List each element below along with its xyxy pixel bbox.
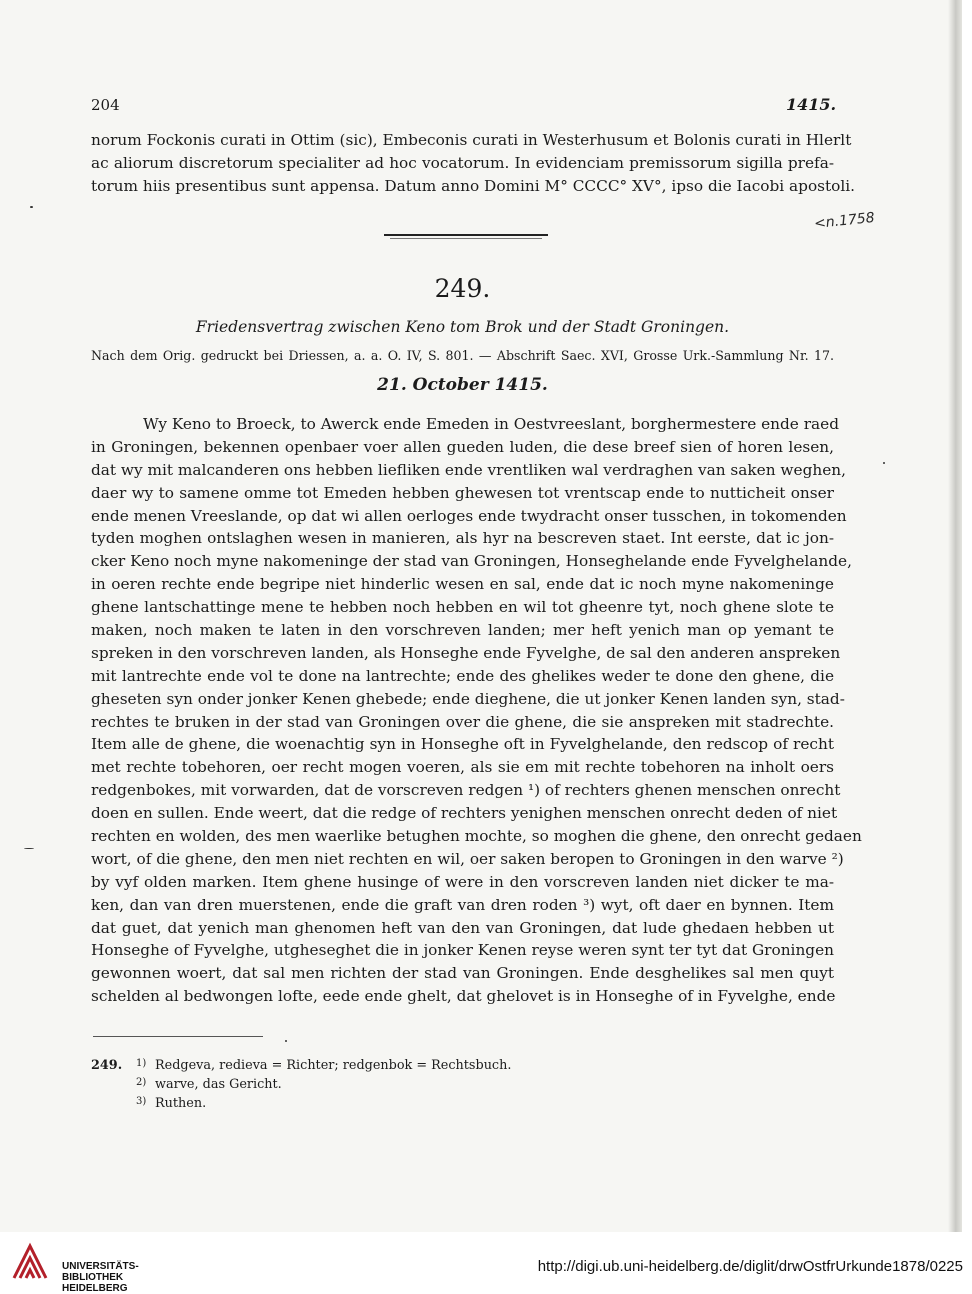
- section-divider: [384, 234, 548, 236]
- text-line: ken, dan van dren muerstenen, ende die graft van dren roden ³) wyt, oft daer en bynnen. Item: [91, 895, 834, 914]
- scan-speck: [24, 848, 34, 849]
- text-line: gheseten syn onder jonker Kenen ghebede; ende dieghene, die ut jonker Kenen landen syn, stad-: [91, 689, 845, 708]
- text-line: in Groningen, bekennen openbaer voer allen gueden luden, die dese breef sien of horen lesen,: [91, 437, 834, 456]
- text-line: ac aliorum discretorum specialiter ad hoc vocatorum. In evidenciam premissorum sigilla prefa-: [91, 153, 834, 172]
- footnote-mark: 3): [136, 1096, 147, 1107]
- text-line: daer wy to samene omme tot Emeden hebben ghewesen tot vrentscap ende to nutticheit onser: [91, 483, 834, 502]
- university-library-logo[interactable]: [10, 1240, 139, 1294]
- intro-paragraph: [91, 129, 856, 198]
- text-line: dat wy mit malcanderen ons hebben liefliken ende vrentliken wal verdraghen van saken weghen,: [91, 460, 846, 479]
- text-line: ghene lantschattinge mene te hebben noch hebben en wil tot gheenre tyt, noch ghene slote te: [91, 598, 834, 617]
- text-line: cker Keno noch myne nakomeninge der stad van Groningen, Honseghelande ende Fyvelghelande,: [91, 552, 852, 571]
- footnote-doc-label: 249.: [91, 1058, 123, 1073]
- text-line: maken, noch maken te laten in den vorschreven landen; mer heft yenich man op yemant te: [91, 621, 834, 640]
- footnote: [91, 1092, 511, 1111]
- text-line: mit lantrechte ende vol te done na lantrechte; ende des ghelikes weder te done den ghene, die: [91, 666, 834, 685]
- text-line: doen en sullen. Ende weert, dat die redge of rechters yenighen menschen onrecht deden of niet: [91, 804, 838, 823]
- footnote-mark: 1): [136, 1058, 147, 1069]
- section-divider-inner: [390, 238, 542, 239]
- document-date: 21. October 1415.: [377, 375, 548, 395]
- footnote-text: warve, das Gericht.: [155, 1077, 282, 1092]
- text-line: spreken in den vorschreven landen, als Honseghe ende Fyvelghe, de sal den anderen anspreken: [91, 643, 841, 662]
- text-line: schelden al bedwongen lofte, eede ende ghelt, dat ghelovet is in Honseghe of in Fyvelghe, ende: [91, 987, 836, 1006]
- text-line: rechtes te bruken in der stad van Groningen over die ghene, die sie anspreken mit stadrechte.: [91, 712, 834, 731]
- scan-speck: [30, 206, 33, 208]
- text-line: Wy Keno to Broeck, to Awerck ende Emeden in Oestvreeslant, borghermestere ende raed: [143, 415, 840, 433]
- document-number: 249.: [434, 274, 491, 303]
- text-line: Honseghe of Fyvelghe, utgheseghet die in jonker Kenen reyse weren synt ter tyt dat Groningen: [91, 941, 834, 960]
- text-line: by vyf olden marken. Item ghene husinge of were in den vorscreven landen niet dicker te ma-: [91, 872, 834, 891]
- footnote-divider: [93, 1036, 263, 1037]
- text-line: norum Fockonis curati in Ottim (sic), Embeconis curati in Westerhusum et Bolonis curati in Hlerlt: [91, 131, 852, 149]
- text-line: torum hiis presentibus sunt appensa. Datum anno Domini M° CCCC° XV°, ipso die Iacobi apostoli.: [91, 176, 856, 195]
- text-line: gewonnen woert, dat sal men richten der stad van Groningen. Ende desghelikes sal men quyt: [91, 964, 834, 983]
- library-footer: [0, 1232, 972, 1294]
- footnote: [91, 1054, 511, 1073]
- footnotes: [91, 1054, 511, 1111]
- document-title: Friedensvertrag zwischen Keno tom Brok und der Stadt Groningen.: [195, 318, 730, 336]
- footnote-text: Redgeva, redieva = Richter; redgenbok = Rechtsbuch.: [155, 1058, 512, 1073]
- text-line: wort, of die ghene, den men niet rechten en wil, oer saken beropen to Groningen in den warve ²): [91, 849, 844, 868]
- footnote-text: Ruthen.: [155, 1096, 207, 1111]
- scan-speck: [285, 1040, 287, 1042]
- text-line: ende menen Vreeslande, op dat wi allen oerloges ende twydracht onser tusschen, in tokomenden: [91, 506, 847, 525]
- handwritten-archive-note: <n.1758: [813, 209, 876, 233]
- text-line: redgenbokes, mit vorwarden, dat de vorscreven redgen ¹) of rechters ghenen menschen onrecht: [91, 781, 841, 800]
- document-body: [91, 413, 862, 1008]
- library-name: UNIVERSITÄTS- BIBLIOTHEK HEIDELBERG: [62, 1261, 139, 1294]
- text-line: in oeren rechte ende begripe niet hinderlic wesen en sal, ende dat ic noch myne nakomeninge: [91, 575, 834, 594]
- text-line: rechten en wolden, des men waerlike betughen mochte, so moghen die ghene, den onrecht gedaen: [91, 827, 862, 846]
- scan-speck: [883, 462, 885, 464]
- document-source-note: Nach dem Orig. gedruckt bei Driessen, a. a. O. IV, S. 801. — Abschrift Saec. XVI, Grosse Urk.-Sammlung Nr. 17.: [91, 348, 834, 363]
- text-line: tyden moghen ontslaghen wesen in manieren, als hyr na bescreven staet. Int eerste, dat ic jon-: [91, 529, 834, 548]
- footnote: [91, 1073, 511, 1092]
- library-logo-icon: [10, 1240, 50, 1282]
- running-year-header: 1415.: [786, 95, 837, 114]
- source-url-link[interactable]: http://digi.ub.uni-heidelberg.de/diglit/drwOstfrUrkunde1878/0225: [537, 1258, 963, 1275]
- text-line: dat guet, dat yenich man ghenomen heft van den van Groningen, dat lude ghedaen hebben ut: [91, 918, 834, 937]
- text-line: Item alle de ghene, die woenachtig syn in Honseghe oft in Fyvelghelande, den redscop of recht: [91, 735, 834, 754]
- page-edge-shadow: [948, 0, 962, 1232]
- page-number: 204: [91, 96, 120, 114]
- text-line: met rechte tobehoren, oer recht mogen voeren, als sie em mit rechte tobehoren na inholt oers: [91, 758, 834, 777]
- footnote-mark: 2): [136, 1077, 147, 1088]
